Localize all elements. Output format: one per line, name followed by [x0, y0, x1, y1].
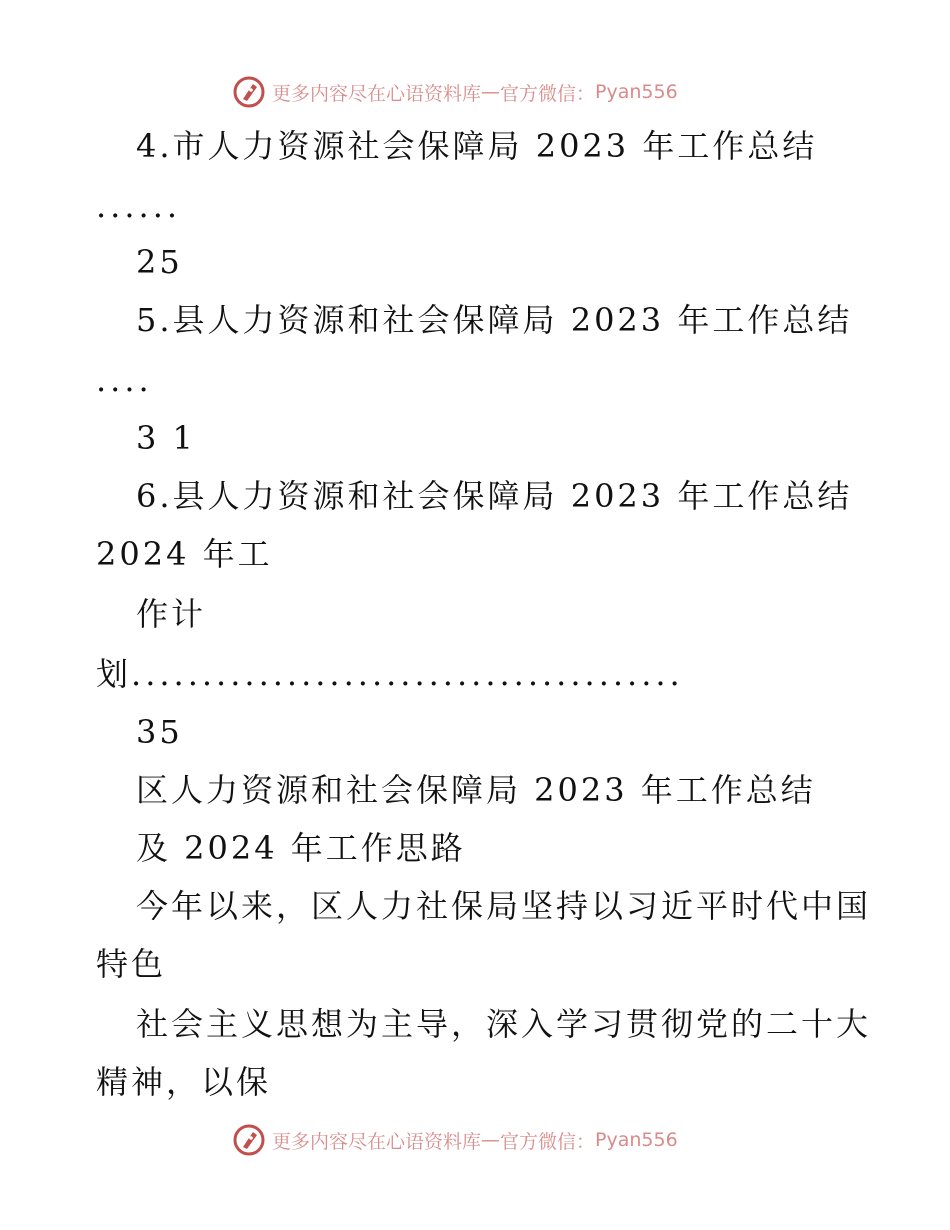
- toc-entry-number: 6.: [136, 477, 173, 515]
- toc-entry-4-page: 25: [136, 243, 183, 281]
- paragraph-line: 社会主义思想为主导，深入学习贯彻党的二十大: [136, 1005, 872, 1043]
- watermark-wechat-id: Pyan556: [595, 81, 678, 103]
- toc-entry-6-title: [136, 476, 852, 516]
- toc-entry-number: 5.: [136, 301, 173, 339]
- watermark-official-text: 官方微信：: [500, 1130, 596, 1153]
- toc-entry-6-title-cont: 作计: [136, 595, 207, 633]
- toc-entry-5-leader: ....: [96, 361, 153, 399]
- watermark-wechat-id: Pyan556: [595, 1129, 678, 1151]
- paragraph-line: 今年以来，区人力社保局坚持以习近平时代中国: [136, 887, 872, 925]
- toc-entry-4-title: [136, 126, 817, 166]
- paragraph-line: 精神，以保: [96, 1063, 272, 1101]
- toc-entry-6-leader: .......................................: [131, 655, 684, 693]
- toc-entry-4-leader: ......: [96, 187, 182, 225]
- paragraph-line: 特色: [96, 945, 167, 983]
- toc-entry-title: 县人力资源和社会保障局 2023 年工作总结: [172, 301, 853, 339]
- pen-nib-logo-icon: [232, 1123, 266, 1157]
- watermark-dash: —: [481, 1129, 501, 1151]
- toc-entry-title-end: 划: [96, 655, 132, 693]
- watermark-dash: —: [481, 81, 501, 103]
- toc-entry-title: 市人力资源社会保障局 2023 年工作总结: [172, 127, 818, 165]
- toc-entry-6-title-end: [96, 654, 684, 694]
- header-watermark: [232, 72, 752, 112]
- toc-entry-5-page: 3 1: [136, 419, 196, 457]
- toc-entry-6-title-wrap: 2024 年工: [96, 535, 273, 573]
- toc-entry-5-title: [136, 300, 852, 340]
- article-heading-line-1: 区人力资源和社会保障局 2023 年工作总结: [136, 771, 816, 809]
- watermark-brand-text: 更多内容尽在心语资料库: [272, 1130, 482, 1153]
- toc-entry-6-page: 35: [136, 713, 183, 751]
- pen-nib-logo-icon: [232, 75, 266, 109]
- watermark-brand-text: 更多内容尽在心语资料库: [272, 82, 482, 105]
- article-heading-line-2: 及 2024 年工作思路: [136, 829, 466, 867]
- footer-watermark: [232, 1120, 752, 1160]
- watermark-official-text: 官方微信：: [500, 82, 596, 105]
- toc-entry-title: 县人力资源和社会保障局 2023 年工作总结: [172, 477, 853, 515]
- toc-entry-number: 4.: [136, 127, 173, 165]
